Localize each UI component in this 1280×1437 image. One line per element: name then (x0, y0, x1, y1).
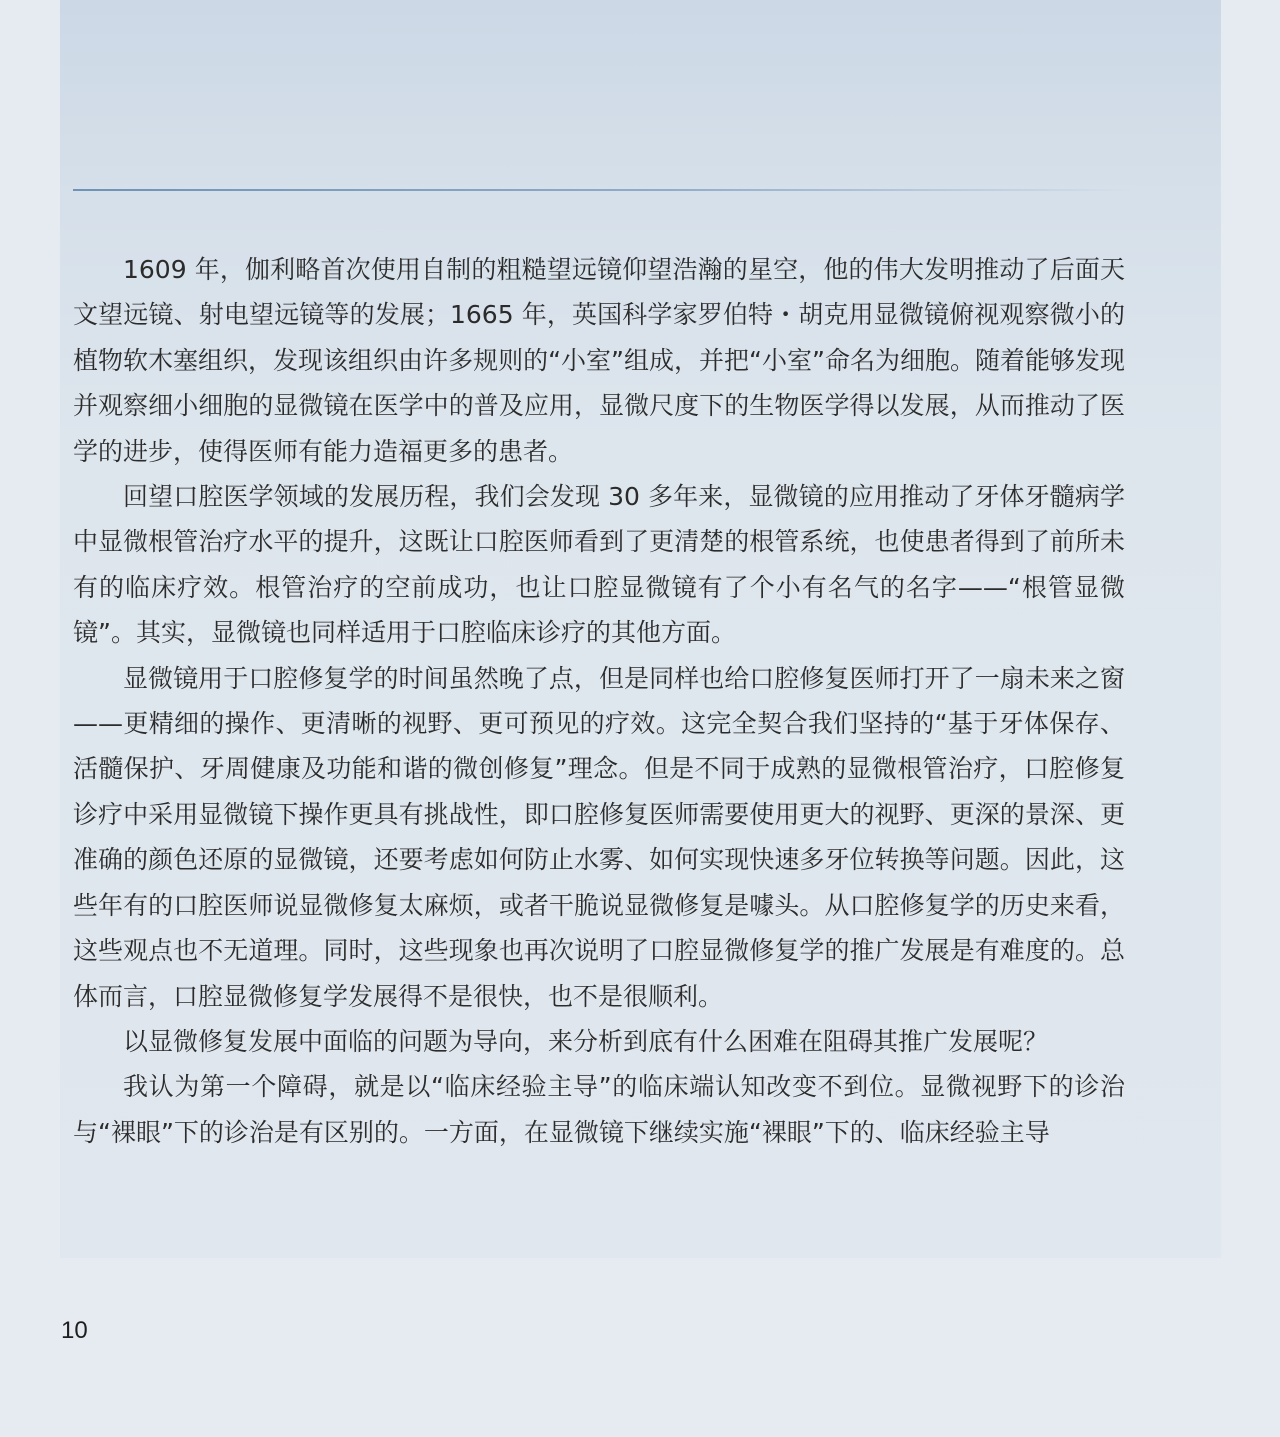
page-number: 10 (61, 1317, 88, 1344)
body-text (73, 247, 1125, 1155)
paragraph-5: 我认为第一个障碍，就是以“临床经验主导”的临床端认知改变不到位。显微视野下的诊治与“裸眼”下的诊治是有区别的。一方面，在显微镜下继续实施“裸眼”下的、临床经验主导 (73, 1072, 1125, 1147)
paragraph-2: 回望口腔医学领域的发展历程，我们会发现 30 多年来，显微镜的应用推动了牙体牙髓病学中显微根管治疗水平的提升，这既让口腔医师看到了更清楚的根管系统，也使患者得到了前所未有的临床疗效。根管治疗的空前成功，也让口腔显微镜有了个小有名气的名字——“根管显微镜”。其实，显微镜也同样适用于口腔临床诊疗的其他方面。 (73, 482, 1125, 648)
paragraph-1: 1609 年，伽利略首次使用自制的粗糙望远镜仰望浩瀚的星空，他的伟大发明推动了后面天文望远镜、射电望远镜等的发展；1665 年，英国科学家罗伯特・胡克用显微镜俯视观察微小的植物软木塞组织，发现该组织由许多规则的“小室”组成，并把“小室”命名为细胞。随着能够发现并观察细小细胞的显微镜在医学中的普及应用，显微尺度下的生物医学得以发展，从而推动了医学的进步，使得医师有能力造福更多的患者。 (73, 255, 1125, 466)
paragraph-3: 显微镜用于口腔修复学的时间虽然晚了点，但是同样也给口腔修复医师打开了一扇未来之窗——更精细的操作、更清晰的视野、更可预见的疗效。这完全契合我们坚持的“基于牙体保存、活髓保护、牙周健康及功能和谐的微创修复”理念。但是不同于成熟的显微根管治疗，口腔修复诊疗中采用显微镜下操作更具有挑战性，即口腔修复医师需要使用更大的视野、更深的景深、更准确的颜色还原的显微镜，还要考虑如何防止水雾、如何实现快速多牙位转换等问题。因此，这些年有的口腔医师说显微修复太麻烦，或者干脆说显微修复是噱头。从口腔修复学的历史来看，这些观点也不无道理。同时，这些现象也再次说明了口腔显微修复学的推广发展是有难度的。总体而言，口腔显微修复学发展得不是很快，也不是很顺利。 (73, 663, 1125, 1011)
header-divider (73, 189, 1133, 191)
paragraph-4: 以显微修复发展中面临的问题为导向，来分析到底有什么困难在阻碍其推广发展呢？ (123, 1026, 1049, 1056)
